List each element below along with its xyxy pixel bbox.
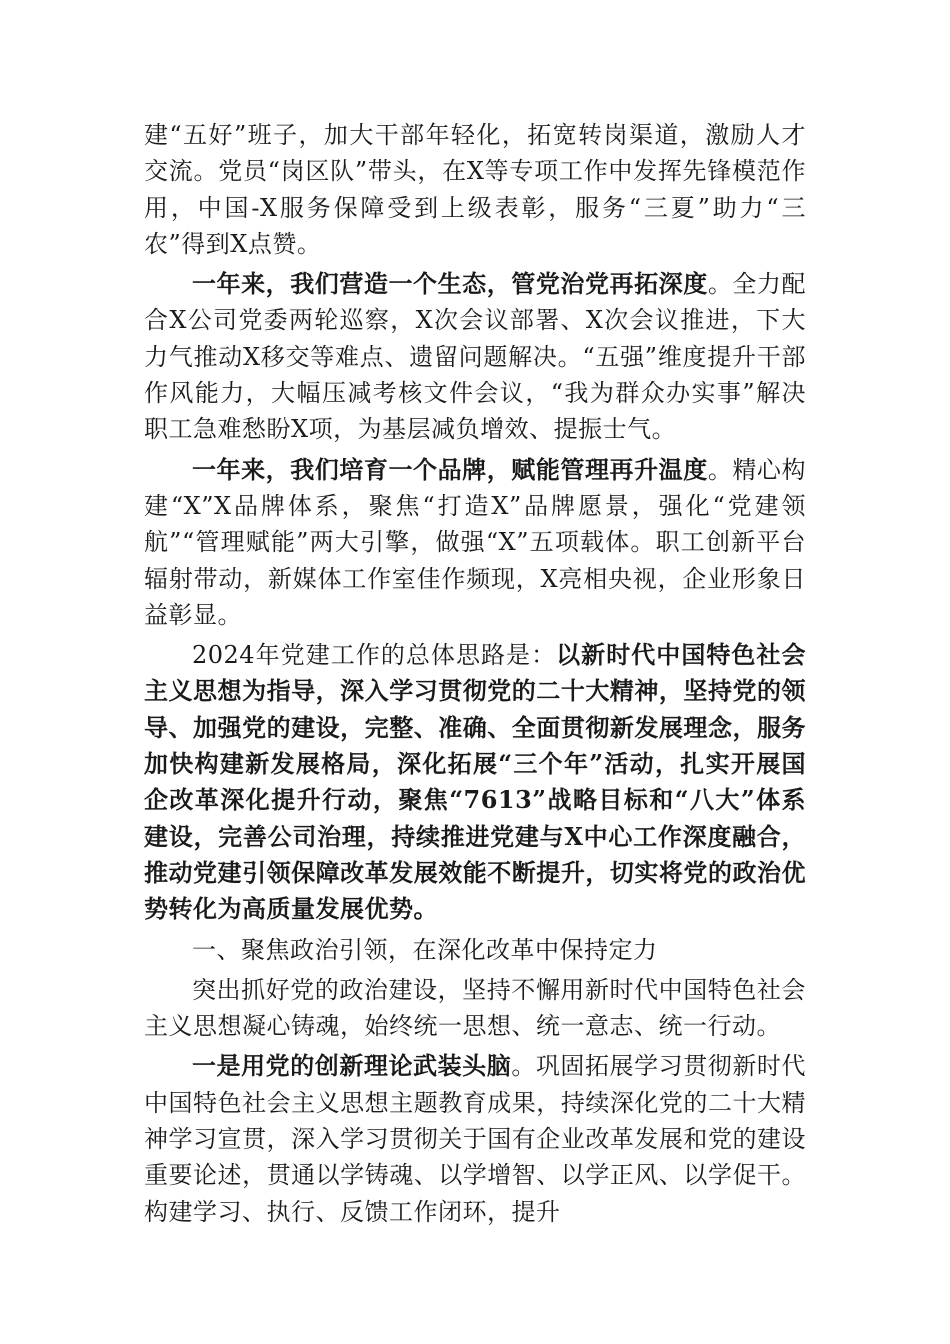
heading-text: 一、聚焦政治引领，在深化改革中保持定力 [192, 935, 658, 964]
paragraph-overall-approach [144, 637, 806, 927]
paragraph-text: 建“五好”班子，加大干部年轻化，拓宽转岗渠道，激励人才交流。党员“岗区队”带头，在X等专项工作中发挥先锋模范作用，中国-X服务保障受到上级表彰，服务“三夏”助力“三农”得到X点赞。 [144, 121, 806, 258]
paragraph-political-building [144, 972, 806, 1045]
paragraph-bold-body: 以新时代中国特色社会主义思想为指导，深入学习贯彻党的二十大精神，坚持党的领导、加强党的建设，完整、准确、全面贯彻新发展理念，服务加快构建新发展格局，深化拓展“三个年”活动，扎实开展国企改革深化提升行动，聚焦“7613”战略目标和“八大”体系建设，完善公司治理，持续推进党建与X中心工作深度融合，推动党建引领保障改革发展效能不断提升，切实将党的政治优势转化为高质量发展优势。 [144, 640, 807, 924]
paragraph-text: 突出抓好党的政治建设，坚持不懈用新时代中国特色社会主义思想凝心铸魂，始终统一思想、统一意志、统一行动。 [144, 975, 806, 1041]
paragraph-body: 。精心构建“X”X品牌体系，聚焦“打造X”品牌愿景，强化“党建领航”“管理赋能”两大引擎，做强“X”五项载体。职工创新平台辐射带动，新媒体工作室佳作频现，X亮相央视，企业形象日益彰显。 [144, 455, 806, 629]
section-heading [144, 932, 806, 968]
paragraph-lead: 一年来，我们营造一个生态，管党治党再拓深度 [192, 269, 708, 299]
paragraph-body: 。全力配合X公司党委两轮巡察，X次会议部署、X次会议推进，下大力气推动X移交等难点、遗留问题解决。“五强”维度提升干部作风能力，大幅压减考核文件会议，“我为群众办实事”解决职工急难愁盼X项，为基层减负增效、提振士气。 [144, 270, 806, 444]
paragraph-theory-arming [144, 1048, 806, 1229]
paragraph-lead: 一年来，我们培育一个品牌，赋能管理再升温度 [192, 454, 708, 484]
paragraph-ecology [144, 266, 806, 447]
paragraph-lead: 一是用党的创新理论武装头脑 [192, 1051, 512, 1081]
paragraph-intro: 2024年党建工作的总体思路是： [192, 641, 557, 670]
paragraph-brand [144, 452, 806, 633]
paragraph-body: 。巩固拓展学习贯彻新时代中国特色社会主义思想主题教育成果，持续深化党的二十大精神学习宣贯，深入学习贯彻关于国有企业改革发展和党的建设重要论述，贯通以学铸魂、以学增智、以学正风、以学促干。构建学习、执行、反馈工作闭环，提升 [144, 1052, 806, 1226]
paragraph-continuation [144, 117, 806, 262]
document-page [144, 117, 806, 1230]
